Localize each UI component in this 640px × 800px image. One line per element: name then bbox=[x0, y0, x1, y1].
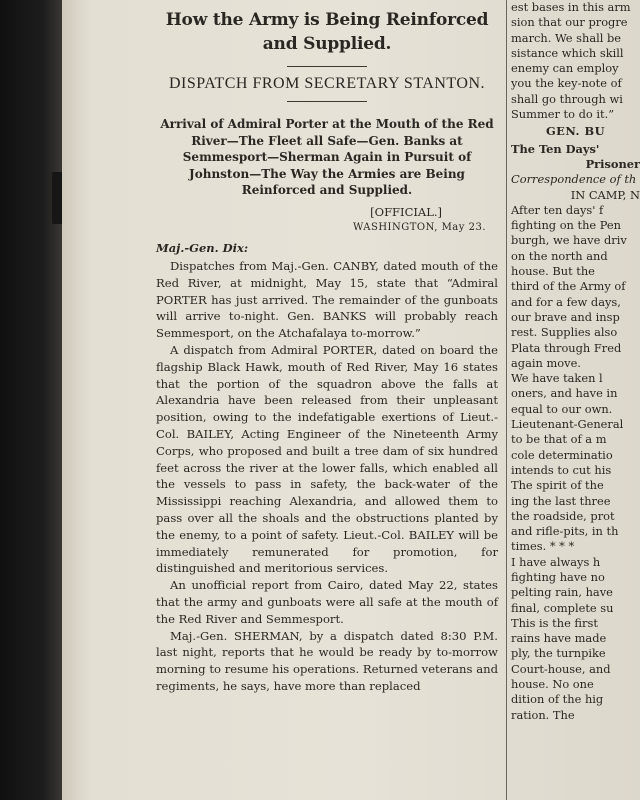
official-label: [OFFICIAL.] bbox=[370, 204, 442, 219]
column-line: est bases in this arm bbox=[511, 0, 631, 14]
paragraph: A dispatch from Admiral PORTER, dated on board the flagship Black Hawk, mouth of Red River, May 16 states that the portion of the squadron above the falls at Alexandria have been released from their unpleasant position, owing to the indefatigable exertions of Lieut.-Col. BAILEY, Acting Engineer of the Nineteenth Army Corps, who proposed and built a tree dam of six hundred feet across the river at the lower falls, which enabled all the vessels to pass in safety, the back-water of the Mississippi reaching Alexandria, and allowed them to pass over all the shoals and the obstructions planted by the enemy, to a point of safety. Lieut.-Col. BAILEY will be immediately remunerated for promotion, for distinguished and meritorious services. bbox=[156, 342, 498, 576]
salutation: Maj.-Gen. Dix: bbox=[156, 240, 249, 255]
column-line: fighting on the Pen bbox=[511, 218, 622, 233]
column-line: ration. The bbox=[511, 707, 575, 722]
column-line: dition of the hig bbox=[511, 692, 604, 707]
column-line: This is the first bbox=[511, 615, 598, 630]
column-line: Court-house, and bbox=[511, 661, 611, 676]
column-line: house. No one bbox=[511, 677, 594, 692]
column-line: final, complete su bbox=[511, 600, 614, 615]
column-line: the roadside, prot bbox=[511, 508, 615, 523]
column-line: oners, and have in bbox=[511, 386, 618, 401]
column-subhead: The Ten Days' bbox=[511, 141, 600, 156]
column-rule bbox=[506, 0, 507, 800]
column-line: Plata through Fred bbox=[511, 340, 622, 355]
binding-edge bbox=[0, 0, 62, 800]
column-line: and rifle-pits, in th bbox=[511, 524, 619, 539]
column-line: rest. Supplies also bbox=[511, 325, 618, 340]
column-line: equal to our own. bbox=[511, 401, 613, 416]
column-line: The spirit of the bbox=[511, 478, 604, 493]
correspondence-line: Correspondence of th bbox=[511, 172, 637, 187]
article-deck: Arrival of Admiral Porter at the Mouth of the Red River—The Fleet all Safe—Gen. Banks at Semmesport—Sherman Again in Pursuit of Johnston—The Way the Armies are Being Reinforced and Supplied. bbox=[160, 117, 494, 198]
column-line: march. We shall be bbox=[511, 30, 622, 45]
column-line: sistance which skill bbox=[511, 45, 624, 60]
paragraph: Dispatches from Maj.-Gen. CANBY, dated mouth of the Red River, at midnight, May 15, state that “Admiral PORTER has just arrived. The remainder of the gunboats will arrive to-night. Gen. BANKS will probably reach Semmesport, on the Atchafalaya to-morrow.” bbox=[156, 258, 498, 341]
paragraph: An unofficial report from Cairo, dated May 22, states that the army and gunboats were all safe at the mouth of the Red River and Semmesport. bbox=[156, 578, 498, 626]
column-line: We have taken l bbox=[511, 371, 603, 386]
dateline: IN CAMP, N bbox=[570, 187, 640, 202]
dateline: WASHINGTON, May 23. bbox=[352, 221, 486, 233]
column-line: ing the last three bbox=[511, 493, 611, 508]
column-line: you the key-note of bbox=[511, 76, 622, 91]
column-line: pelting rain, have bbox=[511, 585, 613, 600]
article-column bbox=[152, 0, 502, 800]
subhead-rule bbox=[287, 101, 367, 102]
column-line: fighting have no bbox=[511, 569, 605, 584]
column-line: Summer to do it.” bbox=[511, 107, 615, 122]
column-line: shall go through wi bbox=[511, 91, 623, 106]
subhead: DISPATCH FROM SECRETARY STANTON. bbox=[168, 75, 486, 92]
column-line: again move. bbox=[511, 355, 581, 370]
column-line: our brave and insp bbox=[511, 309, 620, 324]
column-line: Lieutenant-General bbox=[511, 417, 624, 432]
column-line: burgh, we have driv bbox=[511, 233, 627, 248]
column-line: on the north and bbox=[511, 248, 608, 263]
paragraph: Maj.-Gen. SHERMAN, by a dispatch dated 8:30 P.M. last night, reports that he would be ready by to-morrow morning to resume his operations. Returned veterans and regiments, he says, have more than replaced bbox=[156, 628, 498, 693]
column-line: cole determinatio bbox=[511, 447, 613, 462]
column-line: third of the Army of bbox=[511, 279, 626, 294]
column-line: intends to cut his bbox=[511, 462, 612, 477]
column-line: sion that our progre bbox=[511, 15, 628, 30]
column-line: rains have made bbox=[511, 631, 607, 646]
column-line: enemy can employ bbox=[511, 61, 619, 76]
column-line: house. But the bbox=[511, 264, 595, 279]
column-line: times. * * * bbox=[511, 539, 575, 554]
column-line: I have always h bbox=[511, 554, 601, 569]
column-subhead: Prisoner bbox=[585, 156, 640, 171]
section-heading: GEN. BU bbox=[545, 124, 606, 139]
column-line: and for a few days, bbox=[511, 294, 621, 309]
column-line: After ten days' f bbox=[511, 202, 604, 217]
column-line: to be that of a m bbox=[511, 432, 607, 447]
column-line: ply, the turnpike bbox=[511, 646, 606, 661]
right-column bbox=[511, 0, 640, 800]
headline-rule bbox=[287, 66, 367, 67]
article-body bbox=[156, 258, 498, 695]
headline: How the Army is Being Reinforced and Supplied. bbox=[165, 10, 489, 54]
